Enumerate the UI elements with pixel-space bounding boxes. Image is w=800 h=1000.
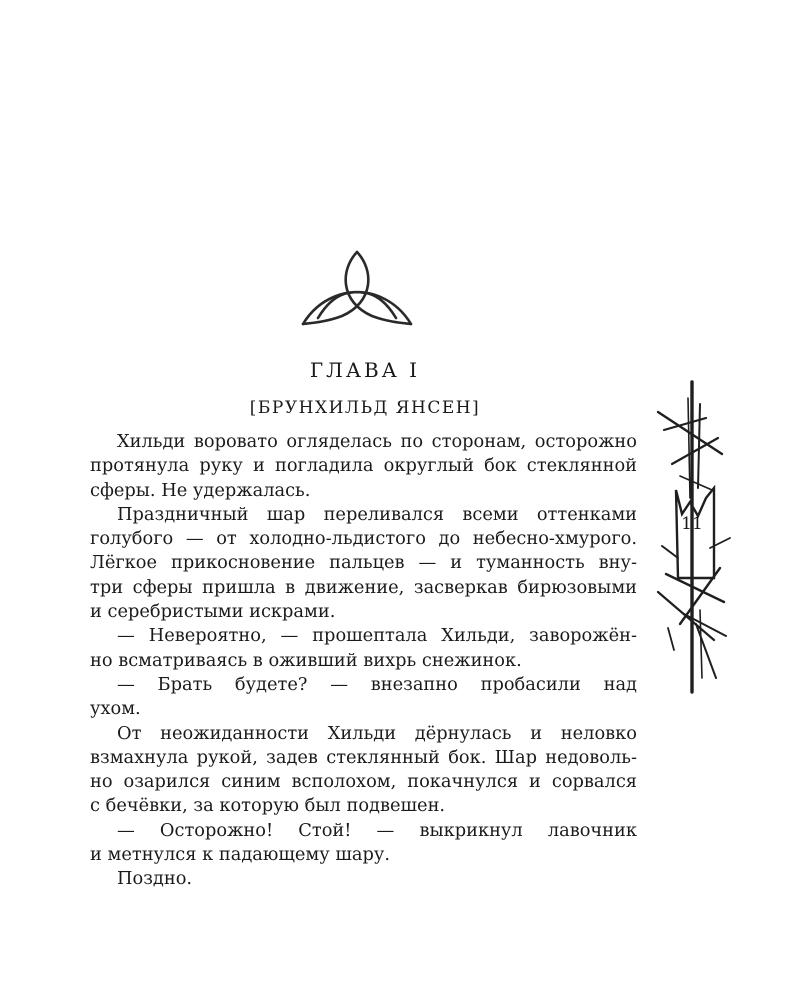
triquetra-icon <box>300 250 414 328</box>
text-line: От неожиданности Хильди дёрнулась и неловко <box>117 722 637 744</box>
text-line: Лёгкое прикосновение пальцев — и туманность вну- <box>90 552 637 574</box>
text-line: — Невероятно, — прошептала Хильди, заворожён- <box>117 625 637 647</box>
chapter-body <box>90 430 637 892</box>
text-line: голубого — от холодно-льдистого до небесно-хмурого. <box>90 528 637 550</box>
text-line: и метнулся к падающему шару. <box>90 844 391 866</box>
text-line: Праздничный шар переливался всеми оттенками <box>117 503 637 525</box>
text-line: но озарился синим всполохом, покачнулся и сорвался <box>90 771 637 793</box>
text-line: ухом. <box>90 698 141 720</box>
text-line: сферы. Не удержалась. <box>90 479 311 501</box>
page-number: 11 <box>681 514 703 534</box>
text-line: Поздно. <box>117 868 193 890</box>
text-line: Хильди воровато огляделась по сторонам, осторожно <box>117 431 637 452</box>
chapter-subtitle: [БРУНХИЛЬД ЯНСЕН] <box>249 398 481 418</box>
rune-stave-icon <box>654 378 734 698</box>
text-line: с бечёвки, за которую был подвешен. <box>90 795 446 817</box>
text-line: протянула руку и погладила округлый бок стеклянной <box>90 455 637 477</box>
chapter-title: ГЛАВА I <box>309 358 421 382</box>
text-line: три сферы пришла в движение, засверкав бирюзовыми <box>90 576 637 598</box>
text-line: но всматриваясь в оживший вихрь снежинок. <box>90 649 522 671</box>
text-line: и серебристыми искрами. <box>90 601 336 623</box>
text-line: — Брать будете? — внезапно пробасили над <box>117 673 637 695</box>
text-line: — Осторожно! Стой! — выкрикнул лавочник <box>117 819 637 841</box>
text-line: взмахнула рукой, задев стеклянный бок. Шар недоволь- <box>90 746 637 768</box>
